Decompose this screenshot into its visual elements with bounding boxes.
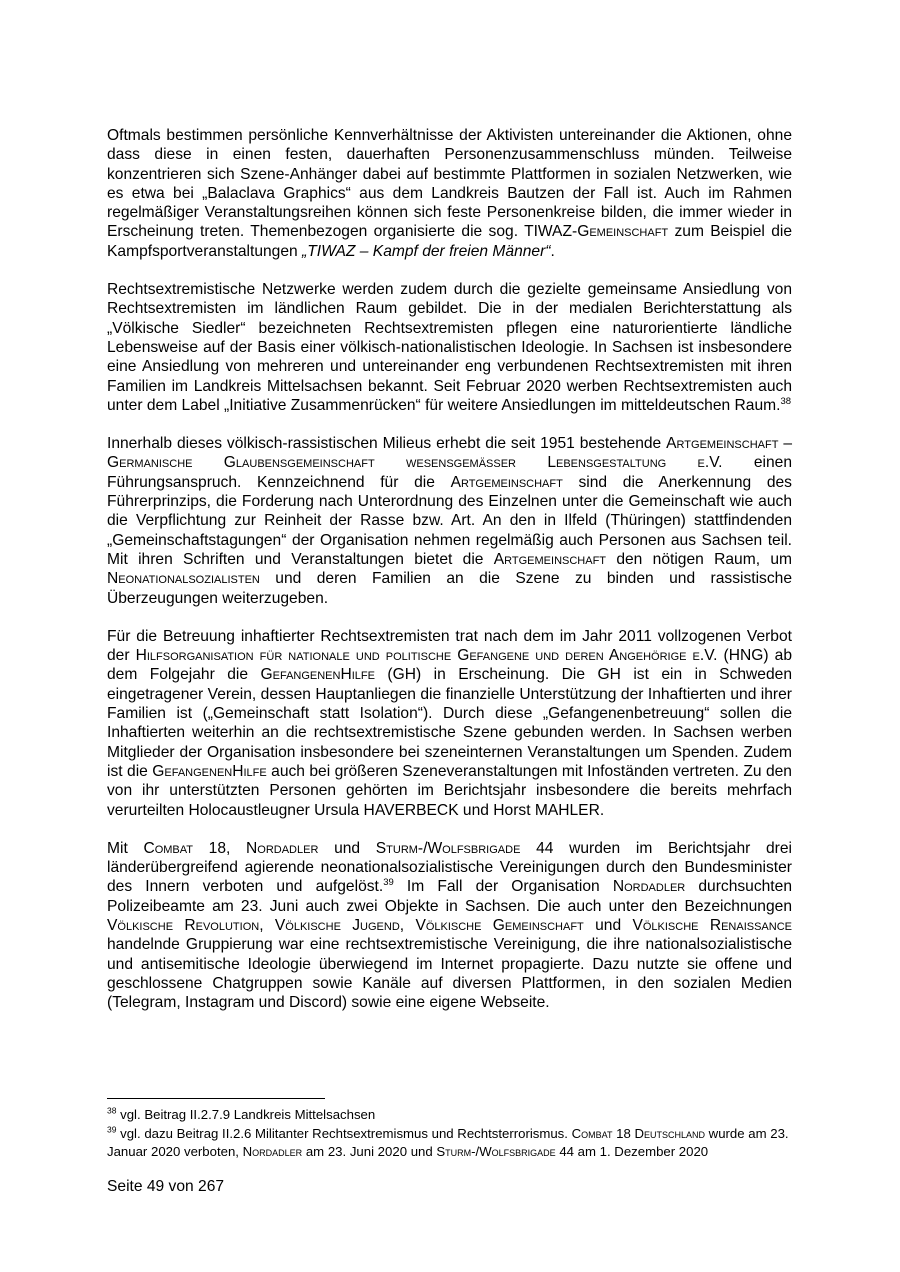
footnote-38: $^{38}$ vgl. Beitrag II.2.7.9 Landkreis Mittelsachsen — [107, 1105, 376, 1122]
paragraph-1: Oftmals bestimmen persönliche Kennverhältnisse der Aktivisten untereinander die Aktionen, ohne dass diese in einen festen, dauerhaften Personenzusammenschluss münden. Teilweise konzentrieren sich Szene-Anhänger dabei auf bestimmte Plattformen in sozialen Netzwerken, wie es etwa bei „Balaclava Graphics“ aus dem Landkreis Bautzen der Fall ist. Auch im Rahmen regelmäßiger Veranstaltungsreihen können sich feste Personenkreise bilden, die immer wieder in Erscheinung treten. Themenbezogen organisierte die sog. TIWAZ-Gemeinschaft zum Beispiel die Kampfsportveranstaltungen „TIWAZ – Kampf der freien Männer“. — [107, 127, 792, 260]
footnotes — [107, 1106, 792, 1162]
footnote-ref-38: 38 — [780, 395, 792, 407]
document-body — [107, 126, 792, 1031]
page-number: Seite 49 von 267 — [107, 1178, 225, 1195]
paragraph-5: Mit Combat 18, Nordadler und Sturm-/Wolfsbrigade 44 wurden im Berichtsjahr drei länderübergreifend agierende neonationalsozialistische Vereinigungen durch den Bundesminister des Innern verboten und aufgelöst.$^{39}$ Im Fall der Organisation Nordadler durchsuchten Polizeibeamte am 23. Juni auch zwei Objekte in Sachsen. Die auch unter den Bezeichnungen Völkische Revolution, Völkische Jugend, Völkische Gemeinschaft und Völkische Renaissance handelnde Gruppierung war eine rechtsextremistische Vereinigung, die ihre nationalsozialistische und antisemitische Ideologie überwiegend im Internet propagierte. Dazu nutzte sie offene und geschlossene Chatgruppen sowie Kanäle auf diversen Plattformen, in den sozialen Medien (Telegram, Instagram und Discord) sowie eine eigene Webseite. — [107, 839, 792, 1012]
paragraph-3: Innerhalb dieses völkisch-rassistischen Milieus erhebt die seit 1951 bestehende Artgemeinschaft – Germanische Glaubensgemeinschaft wesensgemäßer Lebensgestaltung e.V. einen Führungsanspruch. Kennzeichnend für die Artgemeinschaft sind die Anerkennung des Führerprinzips, die Forderung nach Unterordnung des Einzelnen unter die Gemeinschaft wie auch die Verpflichtung zur Reinheit der Rasse bzw. Art. An den in Ilfeld (Thüringen) stattfindenden „Gemeinschaftstagungen“ der Organisation nehmen regelmäßig auch Personen aus Sachsen teil. Mit ihren Schriften und Veranstaltungen bietet die Artgemeinschaft den nötigen Raum, um Neonationalsozialisten und deren Familien an die Szene zu binden und rassistische Überzeugungen weiterzugeben. — [107, 435, 793, 607]
paragraph-4: Für die Betreuung inhaftierter Rechtsextremisten trat nach dem im Jahr 2011 vollzogenen Verbot der Hilfsorganisation für nationale und politische Gefangene und deren Angehörige e.V. (HNG) ab dem Folgejahr die GefangenenHilfe (GH) in Erscheinung. Die GH ist ein in Schweden eingetragener Verein, dessen Hauptanliegen die finanzielle Unterstützung der Inhaftierten und ihrer Familien ist („Gemeinschaft statt Isolation“). Durch diese „Gefangenenbetreuung“ sollen die Inhaftierten weiterhin an die rechtsextremistische Szene gebunden werden. In Sachsen werben Mitglieder der Organisation insbesondere bei szeneinternen Veranstaltungen um Spenden. Zudem ist die GefangenenHilfe auch bei größeren Szeneveranstaltungen mit Infoständen vertreten. Zu den von ihr unterstützten Personen gehörten im Berichtsjahr insbesondere die bereits mehrfach verurteilten Holocaustleugner Ursula HAVERBECK und Horst MAHLER. — [107, 627, 793, 819]
footnote-ref-39: 39 — [383, 877, 394, 889]
footnote-separator — [107, 1098, 325, 1099]
footnote-39: $^{39}$ vgl. dazu Beitrag II.2.6 Militanter Rechtsextremismus und Rechtsterrorismus. Combat 18 Deutschland wurde am 23. Januar 2020 verboten, Nordadler am 23. Juni 2020 und Sturm-/Wolfsbrigade 44 am 1. Dezember 2020 — [107, 1124, 789, 1159]
paragraph-2: Rechtsextremistische Netzwerke werden zudem durch die gezielte gemeinsame Ansiedlung von Rechtsextremisten im ländlichen Raum gebildet. Die in der medialen Berichterstattung als „Völkische Siedler“ bezeichneten Rechtsextremisten pflegen eine naturorientierte ländliche Lebensweise auf der Basis einer völkisch-nationalistischen Ideologie. In Sachsen ist insbesondere eine Ansiedlung von mehreren und untereinander eng verbundenen Rechtsextremisten mit ihren Familien im Landkreis Mittelsachsen bekannt. Seit Februar 2020 werben Rechtsextremisten auch unter dem Label „Initiative Zusammenrücken“ für weitere Ansiedlungen im mitteldeutschen Raum.$^{38}$ — [107, 281, 792, 414]
